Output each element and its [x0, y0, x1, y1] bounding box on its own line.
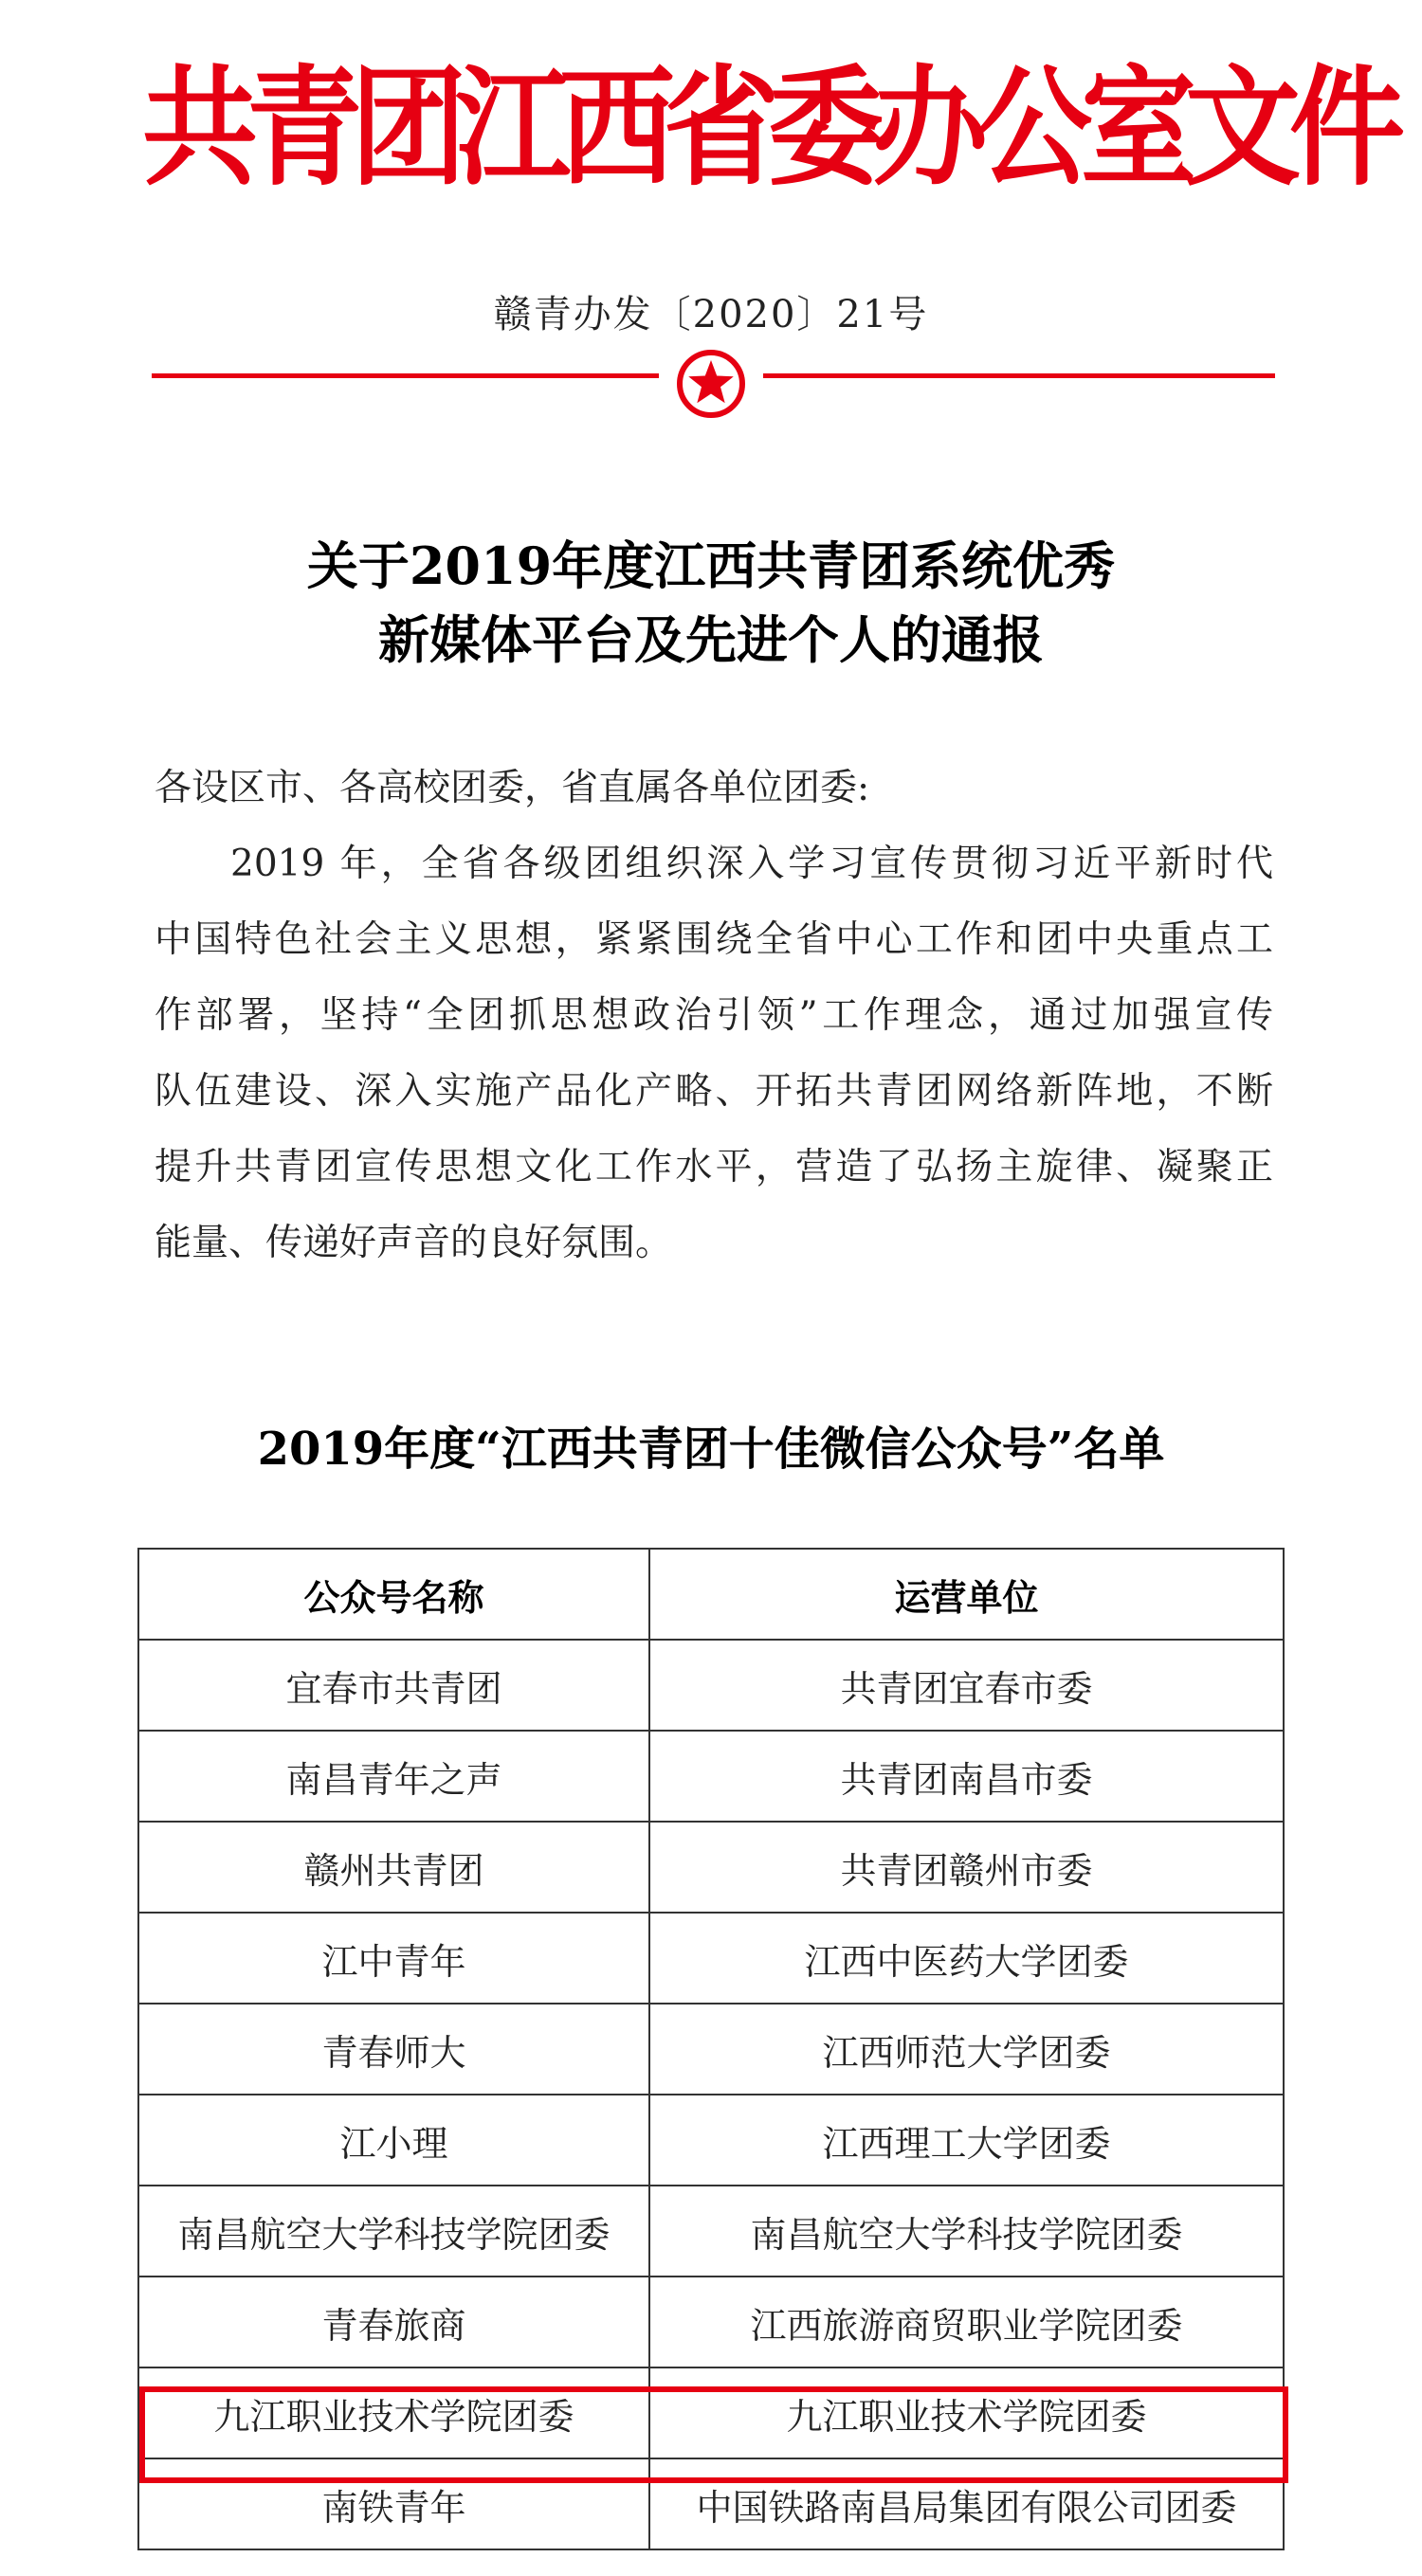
operator-cell: 江西师范大学团委 — [649, 2004, 1284, 2095]
table-row-highlighted — [138, 2367, 1284, 2458]
account-name-cell: 南铁青年 — [138, 2458, 649, 2549]
table-row — [138, 2277, 1284, 2367]
document-title-line-1: 关于2019年度江西共青团系统优秀 — [306, 535, 1116, 596]
list-title: 2019年度“江西共青团十佳微信公众号”名单 — [257, 1423, 1165, 1476]
body-line: 中国特色社会主义思想，紧紧围绕全省中心工作和团中央重点工 — [155, 918, 1273, 961]
account-name-cell: 青春师大 — [138, 2004, 649, 2095]
account-name-cell: 青春旅商 — [138, 2277, 649, 2367]
account-name-cell: 江中青年 — [138, 1913, 649, 2004]
table-row — [138, 1731, 1284, 1822]
body-line: 队伍建设、深入实施产品化产略、开拓共青团网络新阵地，不断 — [155, 1070, 1273, 1113]
table-row — [138, 2095, 1284, 2186]
table-row — [138, 2004, 1284, 2095]
table-row — [138, 2186, 1284, 2277]
column-header-operator: 运营单位 — [649, 1549, 1284, 1640]
operator-cell: 九江职业技术学院团委 — [649, 2367, 1284, 2458]
operator-cell: 共青团赣州市委 — [649, 1822, 1284, 1913]
table-row — [138, 1822, 1284, 1913]
table-row — [138, 2458, 1284, 2549]
operator-cell: 江西旅游商贸职业学院团委 — [649, 2277, 1284, 2367]
operator-cell: 共青团南昌市委 — [649, 1731, 1284, 1822]
red-divider-right — [763, 373, 1275, 378]
document-title-line-2: 新媒体平台及先进个人的通报 — [378, 609, 1044, 670]
body-line: 提升共青团宣传思想文化工作水平，营造了弘扬主旋律、凝聚正 — [155, 1146, 1273, 1188]
body-line: 2019 年，全省各级团组织深入学习宣传贯彻习近平新时代 — [230, 843, 1273, 885]
document-number: 赣青办发〔2020〕21号 — [493, 293, 929, 336]
table-row — [138, 1913, 1284, 2004]
operator-cell: 南昌航空大学科技学院团委 — [649, 2186, 1284, 2277]
account-name-cell: 九江职业技术学院团委 — [138, 2367, 649, 2458]
red-star-emblem-icon — [673, 346, 749, 422]
account-name-cell: 赣州共青团 — [138, 1822, 649, 1913]
account-name-cell: 江小理 — [138, 2095, 649, 2186]
table-row — [138, 1640, 1284, 1731]
wechat-account-table — [137, 1548, 1285, 2550]
body-line: 能量、传递好声音的良好氛围。 — [155, 1222, 673, 1264]
operator-cell: 中国铁路南昌局集团有限公司团委 — [649, 2458, 1284, 2549]
column-header-account-name: 公众号名称 — [138, 1549, 649, 1640]
body-line: 作部署，坚持“全团抓思想政治引领”工作理念，通过加强宣传 — [155, 994, 1273, 1037]
document-masthead: 共青团江西省委办公室文件 — [142, 52, 1394, 204]
red-divider-left — [152, 373, 659, 378]
table-header-row — [138, 1549, 1284, 1640]
account-name-cell: 南昌青年之声 — [138, 1731, 649, 1822]
account-name-cell: 南昌航空大学科技学院团委 — [138, 2186, 649, 2277]
operator-cell: 共青团宜春市委 — [649, 1640, 1284, 1731]
operator-cell: 江西理工大学团委 — [649, 2095, 1284, 2186]
salutation: 各设区市、各高校团委，省直属各单位团委: — [155, 767, 870, 809]
account-name-cell: 宜春市共青团 — [138, 1640, 649, 1731]
operator-cell: 江西中医药大学团委 — [649, 1913, 1284, 2004]
